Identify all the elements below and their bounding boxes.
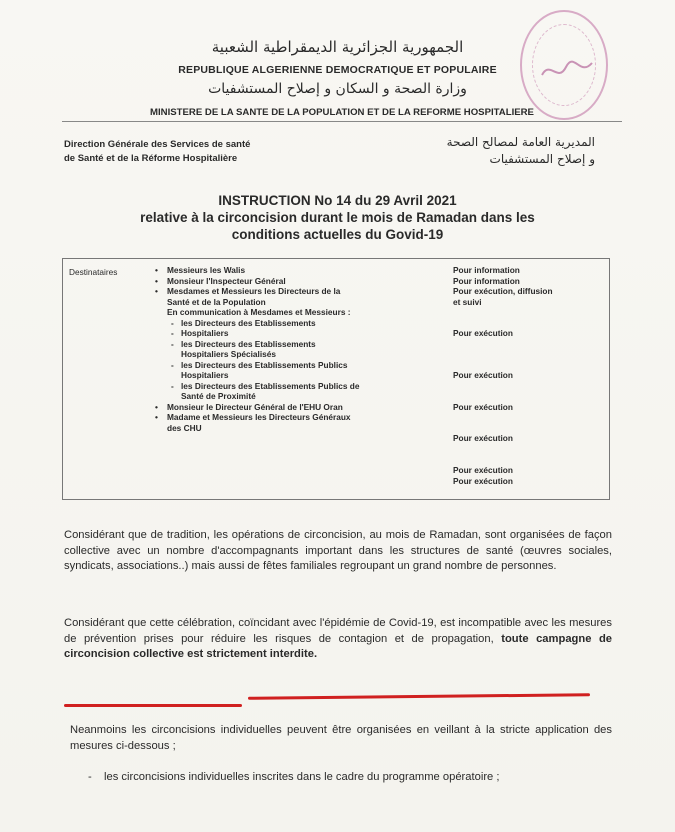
recipient-action: Pour exécution (453, 370, 513, 380)
instruction-title (60, 192, 615, 243)
recipient-item: - les Directeurs des Etablissements Publics de (153, 381, 453, 392)
recipient-item-cont: Hospitaliers Spécialisés (181, 349, 277, 359)
header-arabic-republic: الجمهورية الجزائرية الديمقراطية الشعبية (211, 38, 464, 56)
direction-arabic (447, 134, 595, 168)
recipient-item-cont: des CHU (167, 422, 202, 433)
paragraph-2-emphasis: toute campagne de circoncision collective est strictement interdite. (64, 632, 612, 660)
recipient-item: - les Directeurs des Etablissements (153, 318, 453, 329)
paragraph-4 (84, 770, 612, 786)
recipient-action: Pour exécution (453, 433, 513, 443)
recipient-action: Pour exécution (453, 465, 513, 475)
paragraph-4-text: les circoncisions individuelles inscrites dans le cadre du programme opératoire ; (104, 771, 500, 783)
recipient-item: - les Directeurs des Etablissements (153, 339, 453, 350)
title-line1: INSTRUCTION No 14 du 29 Avril 2021 (218, 193, 457, 208)
header-french-republic: REPUBLIQUE ALGERIENNE DEMOCRATIQUE ET POPULAIRE (178, 64, 497, 76)
title-line3: conditions actuelles du Govid-19 (231, 227, 444, 242)
direction-french-line2: de Santé et de la Réforme Hospitalière (64, 153, 238, 164)
recipients-list (153, 265, 453, 433)
direction-french (64, 138, 250, 166)
recipient-item-cont (153, 328, 453, 339)
title-line2: relative à la circoncision durant le mois de Ramadan dans les (140, 210, 535, 225)
recipient-item: En communication à Mesdames et Messieurs : (167, 307, 351, 317)
recipient-action: Pour information (453, 265, 520, 275)
recipient-item: Santé et de la Population (167, 296, 266, 307)
highlight-underline (248, 693, 590, 700)
direction-french-line1: Direction Générale des Services de santé (64, 139, 251, 150)
paragraph-3: Neanmoins les circoncisions individuelles peuvent être organisées en veillant à la stricte application des mesures ci-dessous ; (70, 724, 612, 752)
direction-arabic-line1: المديرية العامة لمصالح الصحة (446, 135, 595, 149)
dash-bullet: - (88, 771, 92, 783)
recipient-action: Pour exécution (453, 402, 513, 412)
direction-arabic-line2: و إصلاح المستشفيات (489, 152, 595, 166)
recipient-item: • Monsieur l'Inspecteur Général (153, 276, 453, 287)
recipient-action: Pour exécution, diffusion (453, 286, 553, 296)
recipient-item: • Mesdames et Messieurs les Directeurs de la (153, 286, 453, 297)
recipients-table (62, 258, 610, 500)
recipient-item: - les Directeurs des Etablissements Publics (153, 360, 453, 371)
recipient-item-cont: Santé de Proximité (181, 391, 256, 401)
recipient-item-cont: Hospitaliers (181, 370, 229, 380)
recipient-item: • Madame et Messieurs les Directeurs Généraux (153, 412, 453, 423)
header-french-ministry: MINISTERE DE LA SANTE DE LA POPULATION ET DE LA REFORME HOSPITALIERE (62, 107, 622, 122)
recipients-label: Destinataires (69, 267, 118, 277)
header-arabic-ministry: وزارة الصحة و السكان و إصلاح المستشفيات (208, 81, 467, 97)
highlight-underline (64, 704, 242, 707)
paragraph-2-text: Considérant que cette célébration, coïncidant avec l'épidémie de Covid-19, est incompatible avec les mesures de prévention prises pour réduire les risques de contagion et de propagation, (64, 617, 612, 645)
recipient-action: Pour exécution (453, 475, 513, 486)
recipient-action: Pour exécution (453, 328, 513, 338)
recipient-action: et suivi (453, 296, 482, 307)
recipient-item: • Messieurs les Walis (153, 265, 453, 276)
recipient-item-text: Hospitaliers (181, 328, 229, 338)
recipient-item: • Monsieur le Directeur Général de l'EHU Oran (153, 402, 453, 413)
recipient-action: Pour information (453, 275, 520, 286)
paragraph-1: Considérant que de tradition, les opérations de circoncision, au mois de Ramadan, sont organisées de façon collective avec un nombre d'accompagnants important dans les structures de santé (œuvres sociales, syndicats, associations..) mais aussi de fêtes familiales regroupant un grand nombre de personnes. (64, 529, 612, 572)
paragraph-2 (64, 616, 612, 663)
